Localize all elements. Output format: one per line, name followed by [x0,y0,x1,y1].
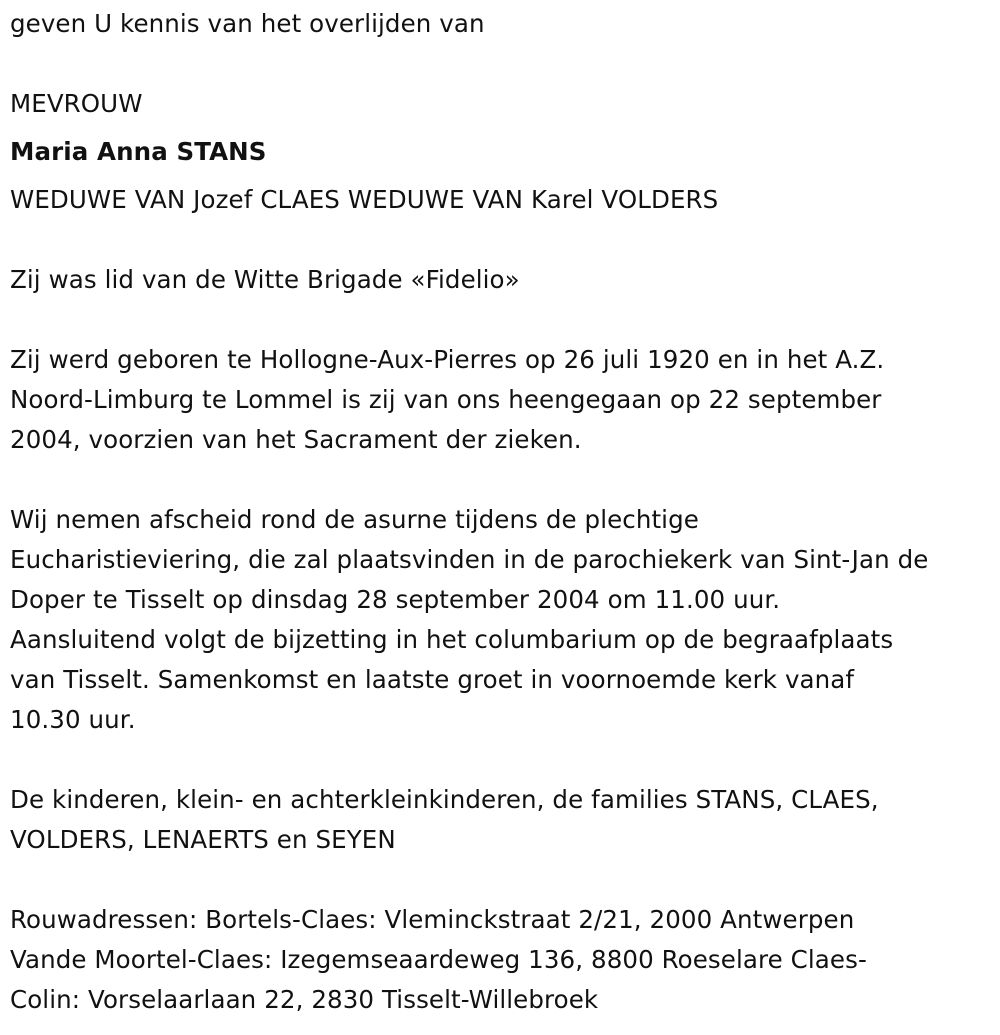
spacer [10,44,995,84]
honorific: MEVROUW [10,89,143,118]
birth-death-paragraph [10,340,995,460]
paragraph-line: De kinderen, klein- en achterkleinkinderen, de families STANS, CLAES, [10,785,879,814]
paragraph-line: Zij werd geboren te Hollogne-Aux-Pierres op 26 juli 1920 en in het A.Z. [10,345,885,374]
paragraph-line: Doper te Tisselt op dinsdag 28 september 2004 om 11.00 uur. [10,585,781,614]
paragraph-line: VOLDERS, LENAERTS en SEYEN [10,825,396,854]
spacer [10,740,995,780]
paragraph-line: 2004, voorzien van het Sacrament der zieken. [10,425,582,454]
paragraph-line: 10.30 uur. [10,705,136,734]
spacer [10,860,995,900]
widow-of: WEDUWE VAN Jozef CLAES WEDUWE VAN Karel VOLDERS [10,185,719,214]
paragraph-line: Eucharistieviering, die zal plaatsvinden in de parochiekerk van Sint-Jan de [10,545,929,574]
paragraph-line: Colin: Vorselaarlaan 22, 2830 Tisselt-Willebroek [10,985,599,1014]
paragraph-line: van Tisselt. Samenkomst en laatste groet in voornoemde kerk vanaf [10,665,855,694]
spacer [10,220,995,260]
paragraph-line: Rouwadressen: Bortels-Claes: Vleminckstraat 2/21, 2000 Antwerpen [10,905,855,934]
obituary-document [10,4,995,1020]
spacer [10,460,995,500]
membership-text: Zij was lid van de Witte Brigade «Fidelio» [10,265,520,294]
paragraph-line: Wij nemen afscheid rond de asurne tijdens de plechtige [10,505,699,534]
paragraph-line: Noord-Limburg te Lommel is zij van ons heengegaan op 22 september [10,385,882,414]
family-paragraph [10,780,995,860]
intro-text: geven U kennis van het overlijden van [10,9,485,38]
paragraph-line: Aansluitend volgt de bijzetting in het columbarium op de begraafplaats [10,625,894,654]
paragraph-line: Vande Moortel-Claes: Izegemseaardeweg 136, 8800 Roeselare Claes- [10,945,867,974]
addresses-paragraph [10,900,995,1020]
ceremony-paragraph [10,500,995,740]
spacer [10,300,995,340]
deceased-name: Maria Anna STANS [10,137,267,166]
